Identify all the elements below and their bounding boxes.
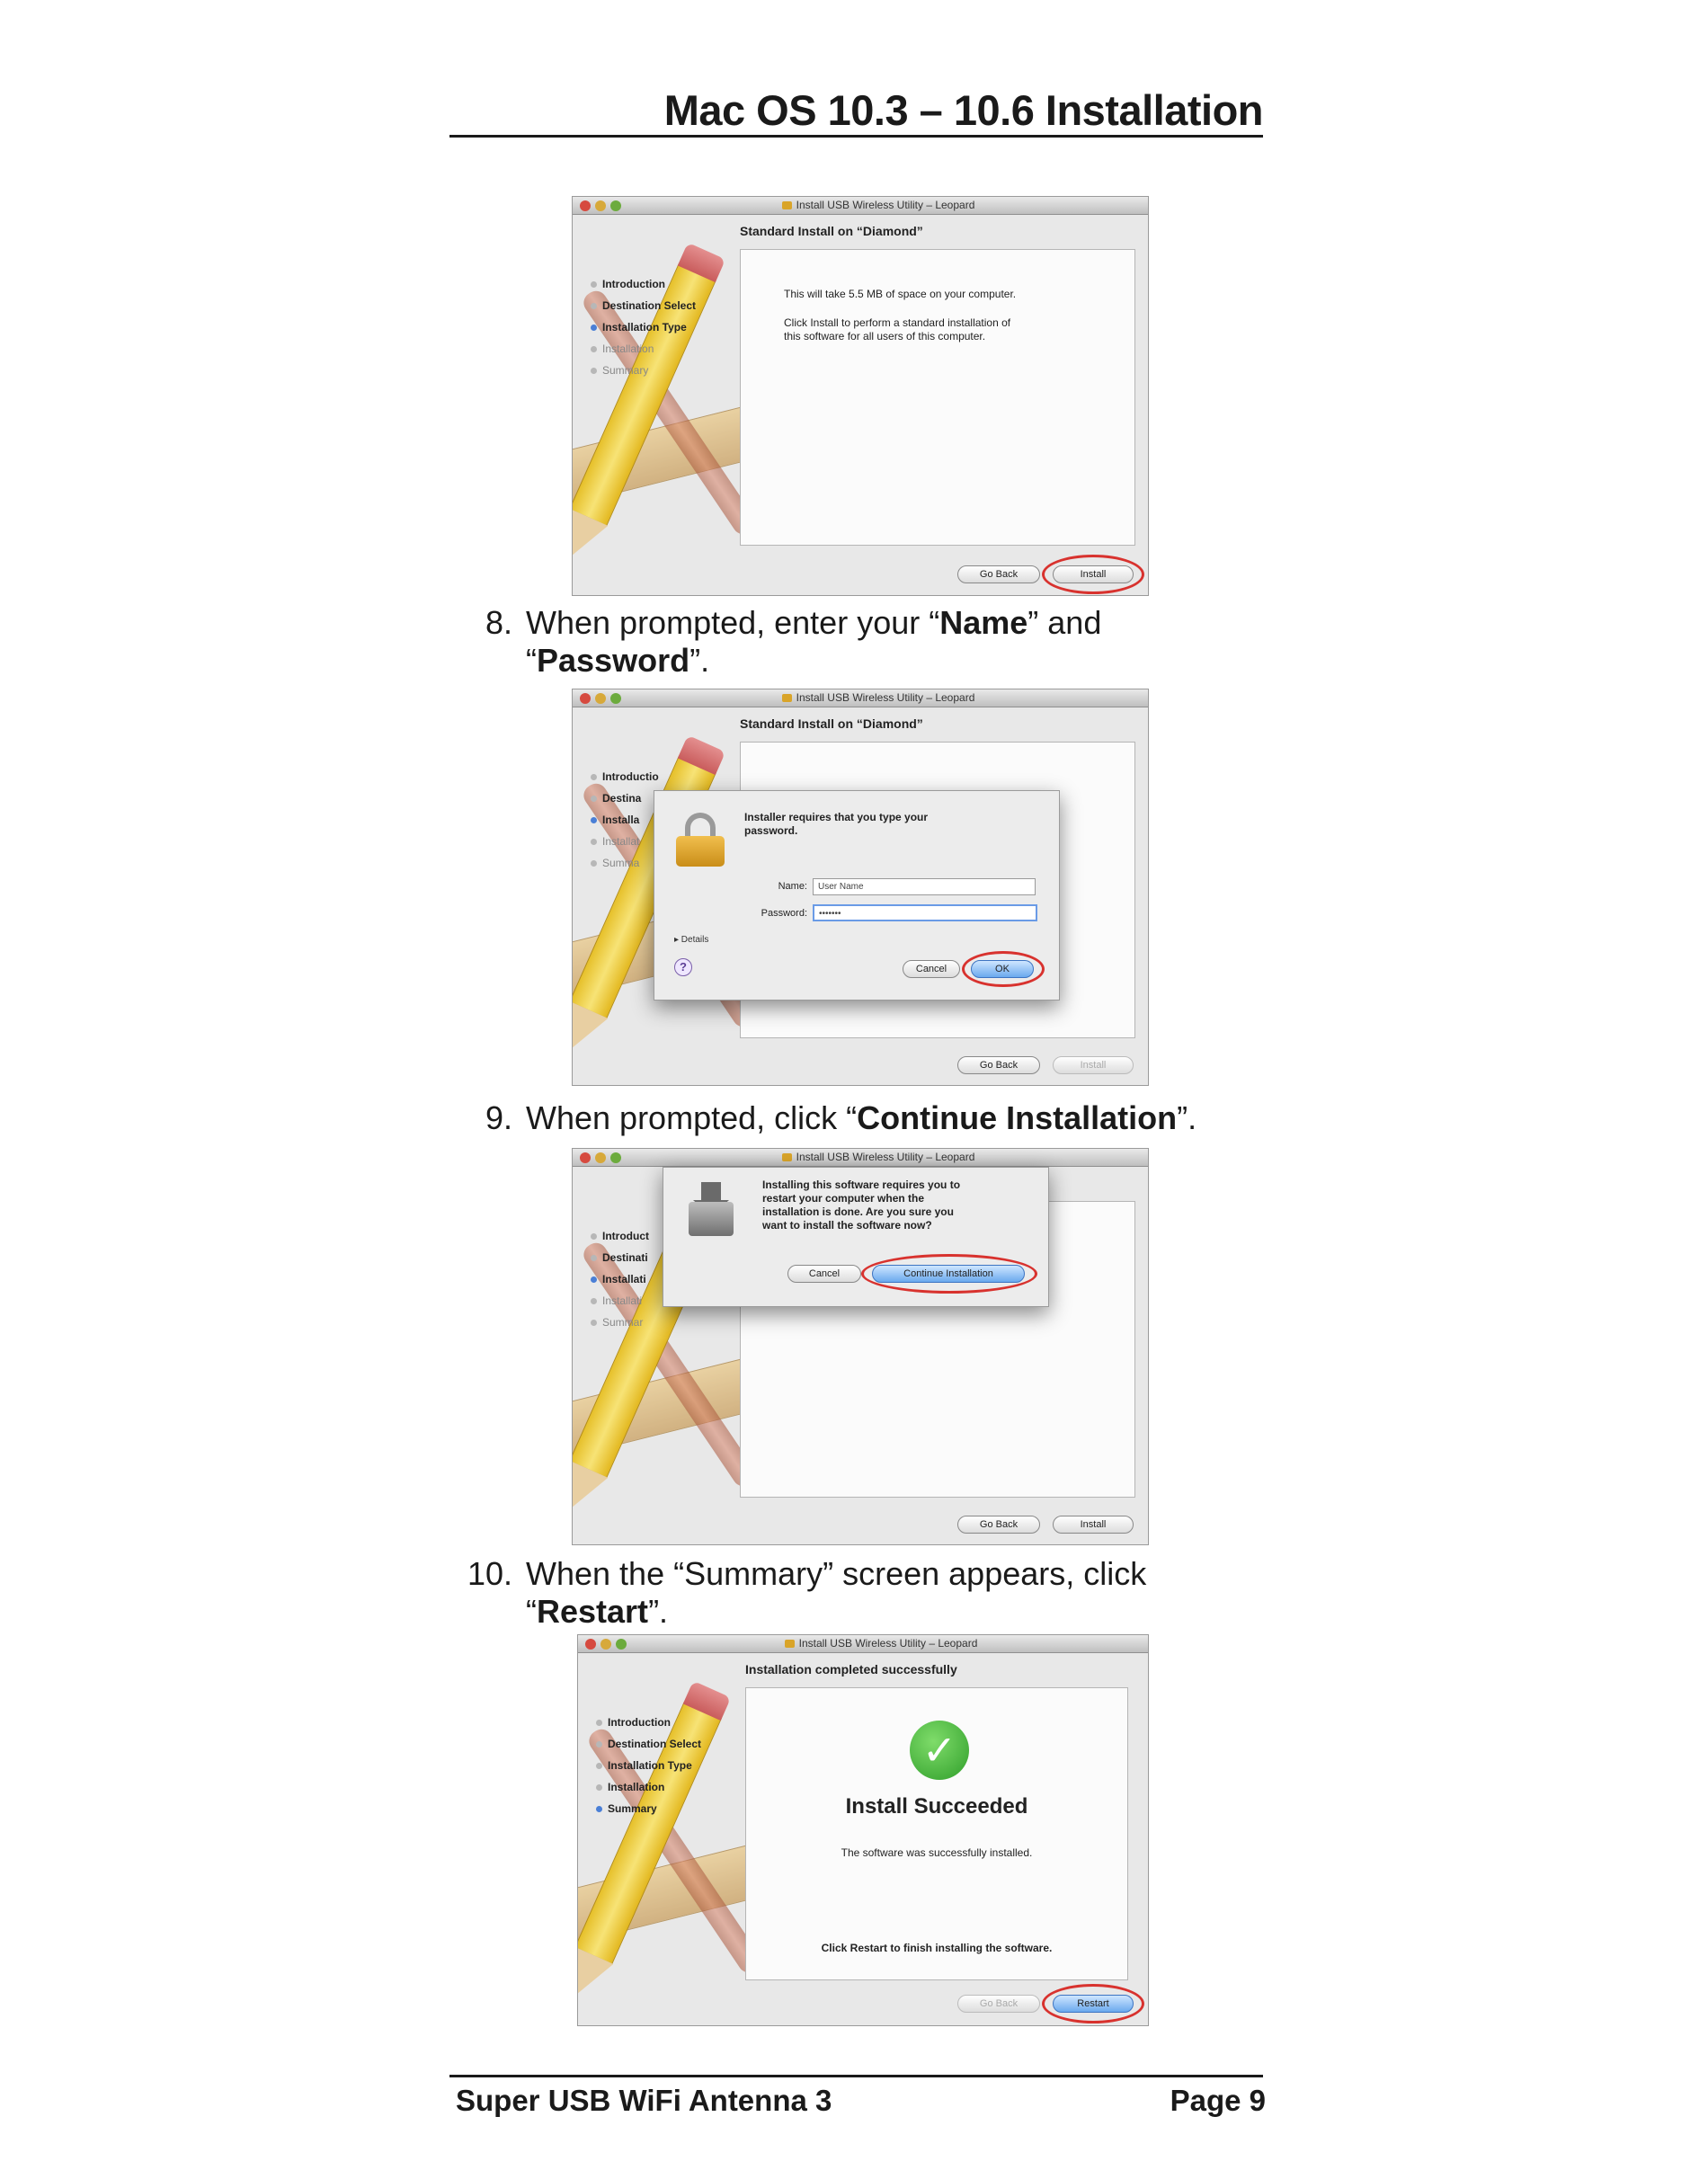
window-title: Install USB Wireless Utility – Leopard bbox=[573, 691, 1148, 704]
step-dot-icon bbox=[591, 1320, 597, 1326]
step-dot-icon bbox=[591, 839, 597, 845]
header-rule bbox=[449, 135, 1263, 138]
step-dot-icon bbox=[596, 1806, 602, 1812]
sidebar-item-installation-type: Installation Type bbox=[596, 1755, 701, 1776]
installer-window-restart-confirm bbox=[572, 1148, 1149, 1545]
password-field[interactable]: ••••••• bbox=[813, 904, 1037, 921]
install-succeeded-title: Install Succeeded bbox=[845, 1794, 1028, 1819]
go-back-button[interactable]: Go Back bbox=[957, 1056, 1040, 1074]
password-dialog bbox=[654, 790, 1060, 1001]
sidebar-item-destination: Destination Select bbox=[596, 1733, 701, 1755]
restart-confirm-dialog bbox=[663, 1167, 1049, 1307]
password-message-1: Installer requires that you type your bbox=[744, 811, 929, 823]
titlebar bbox=[573, 197, 1148, 215]
click-install-text-1: Click Install to perform a standard installation of bbox=[784, 316, 1011, 329]
installer-sidebar: Introductio Destina Installa Installat Summa bbox=[591, 766, 659, 874]
sidebar-item-summary: Summary bbox=[596, 1798, 701, 1819]
highlight-circle bbox=[962, 951, 1045, 987]
space-text: This will take 5.5 MB of space on your computer. bbox=[784, 288, 1017, 300]
highlight-circle bbox=[1042, 1984, 1144, 2023]
cancel-button[interactable]: Cancel bbox=[903, 960, 960, 978]
step-dot-icon bbox=[596, 1763, 602, 1769]
cancel-button[interactable]: Cancel bbox=[787, 1265, 861, 1283]
restart-message-3: installation is done. Are you sure you bbox=[762, 1205, 954, 1218]
installer-window-password bbox=[572, 689, 1149, 1086]
password-label: Password: bbox=[761, 908, 807, 919]
sidebar-item-introduction: Introduction bbox=[596, 1712, 701, 1733]
step-dot-icon bbox=[591, 817, 597, 823]
titlebar bbox=[578, 1635, 1148, 1653]
go-back-button[interactable]: Go Back bbox=[957, 1995, 1040, 2013]
installer-sidebar: Introduct Destinati Installati Installati Summar bbox=[591, 1225, 649, 1333]
restart-instruction-text: Click Restart to finish installing the software. bbox=[821, 1942, 1053, 1954]
step-dot-icon bbox=[591, 346, 597, 352]
name-label: Name: bbox=[778, 881, 807, 892]
content-panel bbox=[740, 249, 1135, 546]
step-dot-icon bbox=[591, 1276, 597, 1283]
go-back-button[interactable]: Go Back bbox=[957, 565, 1040, 583]
titlebar bbox=[573, 689, 1148, 707]
step-dot-icon bbox=[591, 1298, 597, 1304]
step-dot-icon bbox=[591, 303, 597, 309]
details-disclosure[interactable]: ▸ Details bbox=[674, 935, 709, 945]
page-number: Page 9 bbox=[1170, 2084, 1266, 2117]
click-install-text-2: this software for all users of this computer. bbox=[784, 330, 986, 342]
window-title: Install USB Wireless Utility – Leopard bbox=[573, 199, 1148, 211]
restart-button[interactable]: Restart bbox=[1053, 1995, 1134, 2013]
sidebar-item-installation-type: Installation Type bbox=[591, 316, 696, 338]
titlebar bbox=[573, 1149, 1148, 1167]
help-icon[interactable]: ? bbox=[674, 958, 692, 976]
content-panel bbox=[745, 1687, 1128, 1980]
footer-rule bbox=[449, 2075, 1263, 2077]
step-dot-icon bbox=[596, 1741, 602, 1748]
installer-window-standard bbox=[572, 196, 1149, 596]
disk-icon bbox=[785, 1640, 795, 1648]
highlight-circle bbox=[861, 1254, 1037, 1294]
install-button[interactable]: Install bbox=[1053, 1516, 1134, 1534]
install-button[interactable]: Install bbox=[1053, 1056, 1134, 1074]
window-title: Install USB Wireless Utility – Leopard bbox=[578, 1637, 1148, 1650]
installer-window-summary bbox=[577, 1634, 1149, 2026]
disk-icon bbox=[782, 201, 792, 209]
step-number: 10. bbox=[467, 1555, 512, 1592]
restart-message-2: restart your computer when the bbox=[762, 1192, 925, 1205]
success-text: The software was successfully installed. bbox=[841, 1846, 1033, 1859]
step-number: 9. bbox=[485, 1099, 512, 1136]
continue-installation-button[interactable]: Continue Installation bbox=[872, 1265, 1025, 1283]
sidebar-item-installation: Installation bbox=[591, 338, 696, 360]
page-title: Mac OS 10.3 – 10.6 Installation bbox=[663, 86, 1263, 134]
step-dot-icon bbox=[591, 1255, 597, 1261]
window-title: Install USB Wireless Utility – Leopard bbox=[573, 1151, 1148, 1163]
step-dot-icon bbox=[591, 281, 597, 288]
highlight-circle bbox=[1042, 555, 1144, 594]
ok-button[interactable]: OK bbox=[971, 960, 1034, 978]
step-dot-icon bbox=[591, 368, 597, 374]
sidebar-item-introduction: Introduction bbox=[591, 273, 696, 295]
install-heading: Installation completed successfully bbox=[745, 1662, 957, 1676]
password-message-2: password. bbox=[744, 824, 798, 837]
product-name: Super USB WiFi Antenna 3 bbox=[456, 2084, 832, 2117]
restart-message-1: Installing this software requires you to bbox=[762, 1178, 961, 1191]
sidebar-item-destination: Destination Select bbox=[591, 295, 696, 316]
step-number: 8. bbox=[485, 604, 512, 641]
step-dot-icon bbox=[596, 1720, 602, 1726]
restart-message-4: want to install the software now? bbox=[762, 1219, 932, 1232]
checkmark-icon: ✓ bbox=[910, 1721, 969, 1780]
step-dot-icon bbox=[596, 1784, 602, 1791]
step-dot-icon bbox=[591, 1233, 597, 1240]
step-dot-icon bbox=[591, 774, 597, 780]
step-dot-icon bbox=[591, 796, 597, 802]
step-dot-icon bbox=[591, 325, 597, 331]
disk-icon bbox=[782, 694, 792, 702]
sidebar-item-summary: Summary bbox=[591, 360, 696, 381]
installer-icon bbox=[689, 1182, 734, 1236]
install-heading: Standard Install on “Diamond” bbox=[740, 716, 923, 731]
install-button[interactable]: Install bbox=[1053, 565, 1134, 583]
lock-icon bbox=[676, 813, 725, 867]
disk-icon bbox=[782, 1153, 792, 1161]
step-dot-icon bbox=[591, 860, 597, 867]
installer-sidebar bbox=[591, 273, 696, 381]
install-heading: Standard Install on “Diamond” bbox=[740, 224, 923, 238]
name-field[interactable]: User Name bbox=[813, 878, 1036, 895]
installer-sidebar bbox=[596, 1712, 701, 1819]
go-back-button[interactable]: Go Back bbox=[957, 1516, 1040, 1534]
sidebar-item-installation: Installation bbox=[596, 1776, 701, 1798]
